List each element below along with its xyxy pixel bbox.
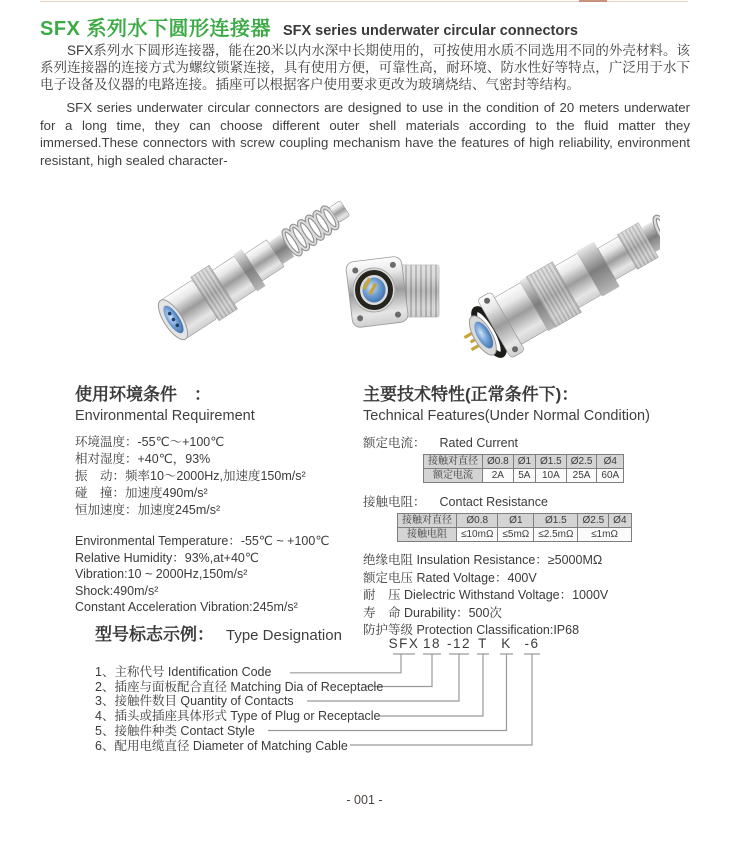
technical-section bbox=[363, 380, 698, 640]
contact-resistance-table bbox=[397, 513, 632, 542]
code-part-shell-size: 18 bbox=[422, 636, 442, 651]
receptacle-with-spring-image bbox=[451, 173, 660, 371]
panel-receptacle-image bbox=[345, 256, 439, 328]
env-line: Shock:490m/s² bbox=[75, 583, 159, 598]
table-row: 接触对直径 Ø0.8 Ø1 Ø1.5 Ø2.5 Ø4 bbox=[398, 514, 632, 528]
technical-heading-en: Technical Features(Under Normal Condition) bbox=[363, 408, 650, 424]
table-row: 接触对直径 Ø0.8 Ø1 Ø1.5 Ø2.5 Ø4 bbox=[424, 455, 624, 469]
env-line: Vibration:10 ~ 2000Hz,150m/s² bbox=[75, 567, 248, 581]
code-part-type: T bbox=[478, 636, 488, 651]
env-line: Constant Acceleration Vibration:245m/s² bbox=[75, 600, 298, 614]
technical-other-lines bbox=[363, 552, 698, 640]
list-item: 5、接触件种类 Contact Style bbox=[95, 723, 255, 738]
rated-current-table bbox=[423, 454, 624, 483]
env-line: 相对湿度：+40℃，93% bbox=[75, 452, 211, 466]
code-part-sfx: SFX bbox=[388, 636, 420, 651]
environment-heading-cn: 使用环境条件 ： bbox=[75, 385, 211, 404]
table-row: 接触电阻 ≤10mΩ ≤5mΩ ≤2.5mΩ ≤1mΩ bbox=[398, 528, 632, 542]
contact-resistance-label: 接触电阻： Contact Resistance bbox=[363, 495, 548, 509]
environment-section bbox=[75, 380, 365, 616]
table-row: 额定电流 2A 5A 10A 25A 60A bbox=[424, 469, 624, 483]
intro-paragraph-en: SFX series underwater circular connectors are designed to use in the condition of 20 meters underwater for a long time, they can choose different outer shell materials according to the fluid matter they immersed.These connectors with screw coupling mechanism have the features of high reliability, environment resistant, high sealed character- bbox=[40, 100, 690, 168]
type-designation-list bbox=[95, 665, 383, 753]
page-header bbox=[40, 12, 700, 41]
rated-current-label: 额定电流： Rated Current bbox=[363, 436, 519, 450]
code-line-4 bbox=[380, 654, 489, 716]
plug-with-spring-image bbox=[151, 186, 359, 346]
tech-line: 额定电压 Rated Voltage：400V bbox=[363, 570, 537, 585]
intro-paragraph-cn: SFX系列水下圆形连接器，能在20米以内水深中长期使用的，可按使用水质不同选用不同的外壳材料。该系列连接器的连接方式为螺纹锁紧连接，具有使用方便，可靠性高，耐环境、防水性好等特点，广泛用于水下电子设备及仪器的电路连接。插座可以根据客户使用要求更改为玻璃烧结、气密封等结构。 bbox=[40, 43, 690, 92]
list-item: 4、插头或插座具体形式 Type of Plug or Receptacle bbox=[95, 709, 381, 724]
environment-heading-en: Environmental Requirement bbox=[75, 408, 255, 424]
environment-lines-cn bbox=[75, 434, 365, 519]
type-designation-heading-en: Type Designation bbox=[226, 627, 342, 644]
technical-heading-cn: 主要技术特性(正常条件下)： bbox=[363, 385, 579, 404]
tech-line: 耐 压 Dielectric Withstand Voltage：1000V bbox=[363, 588, 609, 602]
env-line: Relative Humidity：93%,at+40℃ bbox=[75, 550, 259, 565]
code-part-contacts: -12 bbox=[446, 636, 472, 651]
list-item: 2、插座与面板配合直径 Matching Dia of Receptacle bbox=[95, 679, 384, 694]
tech-line: 绝缘电阻 Insulation Resistance：≥5000MΩ bbox=[363, 553, 603, 567]
list-item: 6、配用电缆直径 Diameter of Matching Cable bbox=[95, 738, 348, 753]
tech-line: 防护等级 Protection Classification:IP68 bbox=[363, 623, 580, 637]
env-line: 碰 撞：加速度490m/s² bbox=[75, 486, 208, 500]
code-part-contact-style: K bbox=[501, 636, 512, 651]
tech-line: 寿 命 Durability：500次 bbox=[363, 605, 502, 620]
product-photo bbox=[100, 173, 660, 371]
page-title-cn: SFX 系列水下圆形连接器 bbox=[40, 18, 271, 40]
type-designation-heading-cn: 型号标志示例： bbox=[95, 625, 214, 644]
code-part-cable-dia: -6 bbox=[524, 636, 540, 651]
env-line: Environmental Temperature：-55℃ ~ +100℃ bbox=[75, 534, 330, 548]
list-item: 1、主称代号 Identification Code bbox=[95, 665, 272, 679]
environment-lines-en bbox=[75, 533, 365, 616]
page-title-en: SFX series underwater circular connectors bbox=[282, 23, 578, 39]
env-line: 环境温度：-55℃～+100℃ bbox=[75, 435, 225, 449]
list-item: 3、接触件数目 Quantity of Contacts bbox=[95, 694, 294, 709]
top-rule-accent bbox=[579, 0, 607, 2]
env-line: 振 动：频率10～2000Hz,加速度150m/s² bbox=[75, 469, 306, 483]
page-number: - 001 - bbox=[346, 793, 383, 807]
env-line: 恒加速度：加速度245m/s² bbox=[75, 503, 221, 517]
